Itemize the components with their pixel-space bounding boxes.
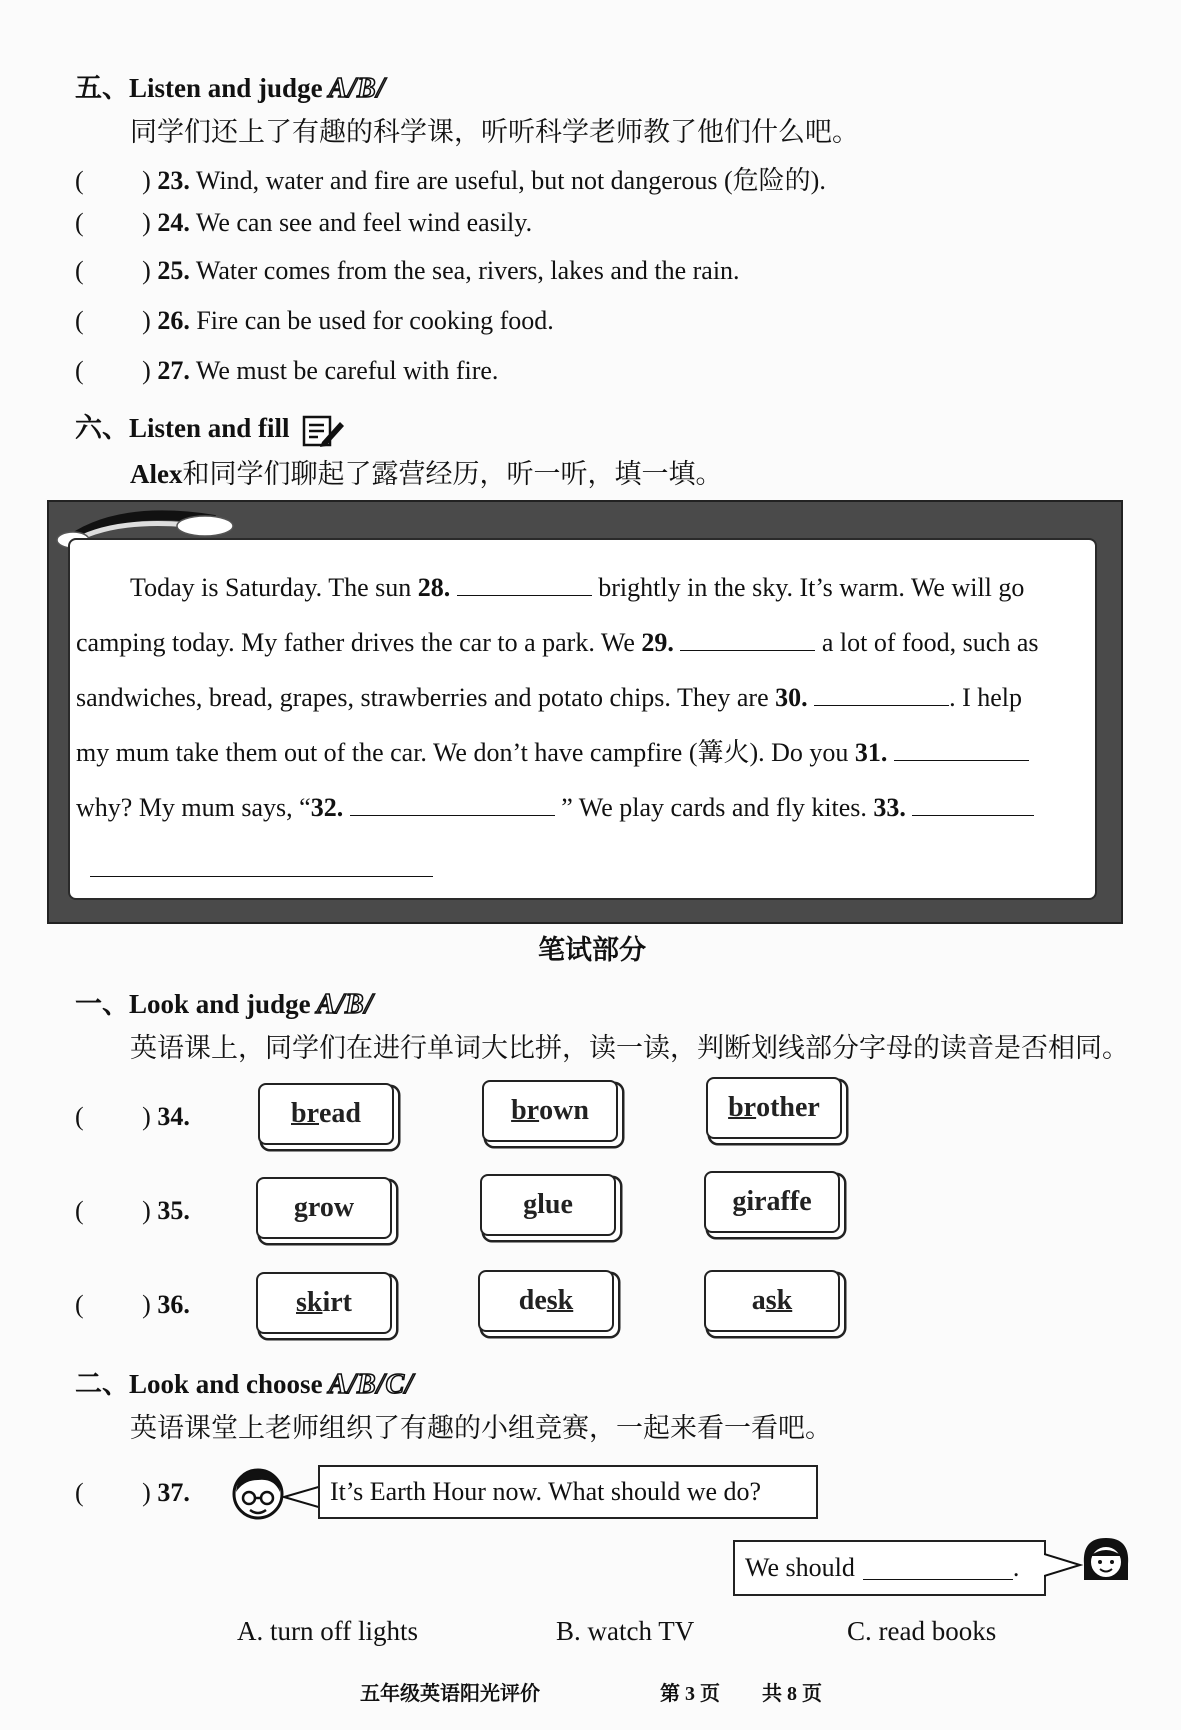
underlined-letters: sk — [296, 1287, 323, 1318]
partA-title — [75, 982, 374, 1021]
answer-paren[interactable]: ( ) — [75, 1290, 151, 1319]
passage-line — [76, 615, 1039, 671]
teacher-avatar — [228, 1466, 288, 1526]
underlined-letters: br — [511, 1095, 540, 1126]
answer-blank-28[interactable] — [457, 573, 592, 596]
underlined-letters: br — [728, 1092, 757, 1123]
intro-name: Alex — [130, 459, 183, 489]
judge-icon: A/B/ — [328, 73, 386, 104]
partA-title-text: Look and judge — [129, 989, 311, 1019]
partB-number: 二、 — [75, 1369, 129, 1399]
answer-blank-33[interactable] — [912, 793, 1034, 816]
item-number: 36. — [157, 1290, 190, 1319]
answer-blank-29[interactable] — [680, 628, 815, 651]
teacher-speech-bubble: It’s Earth Hour now. What should we do? — [318, 1465, 818, 1519]
write-pencil-icon — [302, 414, 346, 448]
compare-row-label — [75, 1102, 190, 1132]
speech-tail — [282, 1484, 322, 1510]
judge-item — [75, 306, 554, 336]
section6-title — [75, 406, 346, 448]
item-text: Fire can be used for cooking food. — [196, 306, 554, 335]
item-number: 27. — [157, 356, 190, 385]
footer-exam-name: 五年级英语阳光评价 — [360, 1683, 540, 1705]
answer-paren[interactable]: ( ) — [75, 356, 151, 385]
answer-paren[interactable]: ( ) — [75, 1196, 151, 1225]
item-number: 34. — [157, 1102, 190, 1131]
answer-paren[interactable]: ( ) — [75, 208, 151, 237]
answer-blank-31[interactable] — [894, 738, 1029, 761]
judge-item — [75, 356, 498, 386]
option-a[interactable]: A. turn off lights — [237, 1616, 418, 1646]
partB-title — [75, 1362, 414, 1401]
item-number: 35. — [157, 1196, 190, 1225]
answer-paren[interactable]: ( ) — [75, 306, 151, 335]
blank-number: 31. — [854, 738, 888, 767]
underlined-letters: sk — [546, 1285, 574, 1316]
footer-total-pages: 共 8 页 — [762, 1683, 822, 1705]
blank-number: 28. — [417, 573, 451, 602]
judge-item — [75, 160, 826, 197]
blank-number: 32. — [310, 793, 344, 822]
blank-number: 29. — [641, 628, 674, 657]
answer-blank-33-cont[interactable] — [90, 876, 433, 877]
word-rest: other — [756, 1092, 820, 1123]
item-text: We must be careful with fire. — [195, 356, 499, 385]
section6-intro — [130, 452, 722, 491]
word-rest: lue — [537, 1189, 573, 1220]
word-card — [704, 1171, 840, 1233]
section5-number: 五、 — [75, 73, 129, 103]
answer-paren[interactable]: ( ) — [75, 1478, 151, 1507]
answer-blank-32[interactable] — [350, 793, 555, 816]
word-rest: own — [539, 1095, 589, 1126]
passage-line — [76, 670, 1022, 726]
section6-title-text: Listen and fill — [129, 413, 290, 443]
blank-number: 33. — [873, 793, 906, 822]
judge-icon: A/B/ — [316, 989, 374, 1020]
passage-text: ” We play cards and fly kites. — [554, 793, 874, 822]
item-number: 25. — [157, 256, 190, 285]
item-number: 23. — [157, 166, 190, 195]
underlined-letters: g — [732, 1186, 747, 1217]
judge-item — [75, 256, 740, 286]
intro-text: 和同学们聊起了露营经历，听一听，填一填。 — [182, 459, 723, 489]
item-text: Water comes from the sea, rivers, lakes and the rain. — [195, 256, 740, 285]
section5-title — [75, 66, 385, 105]
compare-row-label — [75, 1196, 190, 1226]
partA-number: 一、 — [75, 989, 129, 1019]
passage-text: sandwiches, bread, grapes, strawberries and potato chips. They are — [76, 683, 776, 712]
partA-intro: 英语课上，同学们在进行单词大比拼，读一读，判断划线部分字母的读音是否相同。 — [130, 1033, 1129, 1063]
word-card — [704, 1270, 840, 1332]
word-card — [478, 1270, 614, 1332]
answer-paren[interactable]: ( ) — [75, 1102, 151, 1131]
question-37-label — [75, 1478, 190, 1508]
speech-tail — [1044, 1552, 1084, 1578]
partB-intro: 英语课堂上老师组织了有趣的小组竞赛，一起来看一看吧。 — [130, 1413, 832, 1443]
option-c[interactable]: C. read books — [847, 1616, 997, 1646]
word-pre: de — [518, 1285, 547, 1316]
item-text: We can see and feel wind easily. — [195, 208, 533, 237]
written-part-title: 笔试部分 — [538, 935, 646, 965]
passage-line — [130, 560, 1024, 616]
passage-line — [76, 725, 1029, 781]
passage-text: why? My mum says, “ — [76, 793, 311, 822]
answer-paren[interactable]: ( ) — [75, 166, 151, 195]
answer-blank-30[interactable] — [814, 683, 949, 706]
footer-page-number: 第 3 页 — [660, 1683, 720, 1705]
passage-text: a lot of food, such as — [815, 628, 1039, 657]
answer-blank-37[interactable] — [863, 1557, 1013, 1580]
word-rest: ead — [319, 1098, 361, 1129]
word-card — [256, 1177, 392, 1239]
underlined-letters: g — [293, 1192, 308, 1223]
student-speech-bubble: We should . — [733, 1540, 1046, 1596]
section5-title-text: Listen and judge — [129, 73, 323, 103]
passage-text: my mum take them out of the car. We don’t have campfire (篝火). Do you — [76, 738, 855, 767]
partB-title-text: Look and choose — [129, 1369, 323, 1399]
item-text: Wind, water and fire are useful, but not dangerous (危险的). — [195, 166, 826, 195]
underlined-letters: g — [523, 1189, 538, 1220]
word-card — [256, 1272, 392, 1334]
word-rest: iraffe — [746, 1186, 812, 1217]
judge-item — [75, 208, 532, 238]
word-pre: a — [751, 1285, 766, 1316]
word-card — [482, 1080, 618, 1142]
student-avatar — [1080, 1534, 1132, 1590]
passage-text: camping today. My father drives the car to a park. We — [76, 628, 642, 657]
word-rest: row — [307, 1192, 355, 1223]
answer-paren[interactable]: ( ) — [75, 256, 151, 285]
passage-text: . I help — [949, 683, 1023, 712]
word-card — [258, 1083, 394, 1145]
compare-row-label — [75, 1290, 190, 1320]
section6-number: 六、 — [75, 413, 129, 443]
word-card — [706, 1077, 842, 1139]
passage-text: Today is Saturday. The sun — [130, 573, 418, 602]
option-b[interactable]: B. watch TV — [556, 1616, 695, 1646]
word-card — [480, 1174, 616, 1236]
item-number: 37. — [157, 1478, 190, 1507]
item-number: 26. — [157, 306, 190, 335]
section5-intro: 同学们还上了有趣的科学课，听听科学老师教了他们什么吧。 — [130, 117, 859, 147]
item-number: 24. — [157, 208, 190, 237]
underlined-letters: sk — [765, 1285, 793, 1316]
word-rest: irt — [322, 1287, 352, 1318]
choose-icon: A/B/C/ — [328, 1369, 414, 1400]
passage-text: brightly in the sky. It’s warm. We will go — [591, 573, 1025, 602]
blank-number: 30. — [775, 683, 808, 712]
passage-line — [76, 780, 1034, 836]
underlined-letters: br — [291, 1098, 319, 1129]
student-speech-text: We should — [745, 1553, 855, 1582]
